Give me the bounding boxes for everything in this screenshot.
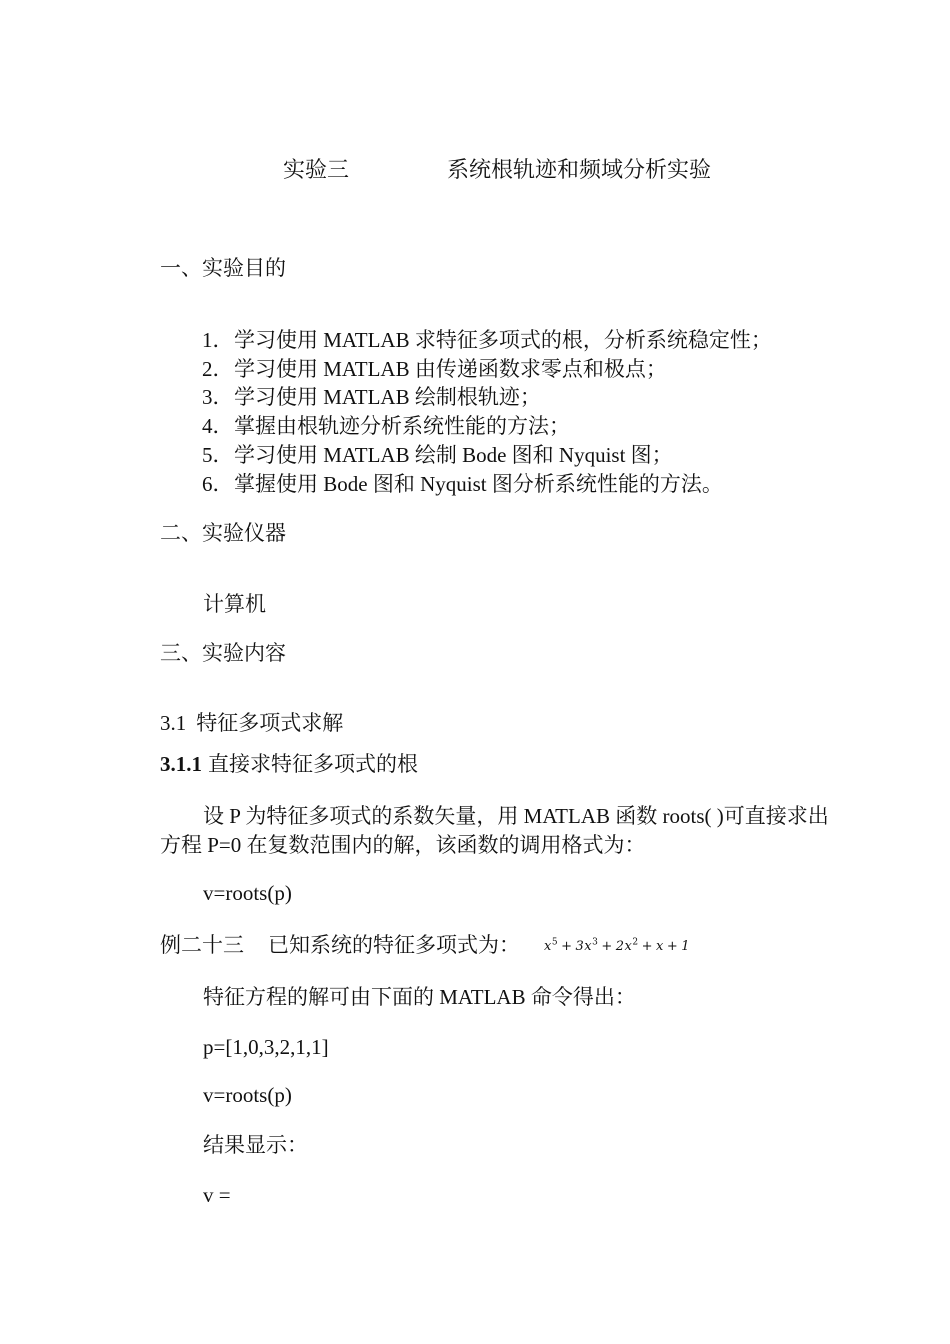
list-item — [202, 384, 772, 413]
formula-operator: + — [666, 939, 679, 954]
equipment-text: 计算机 — [203, 592, 266, 616]
code-line: p=[1,0,3,2,1,1] — [203, 1035, 329, 1059]
list-item-text: 学习使用 MATLAB 求特征多项式的根，分析系统稳定性； — [234, 327, 772, 352]
example-statement — [160, 933, 690, 958]
list-item — [202, 470, 772, 499]
formula-term: 2x — [615, 939, 633, 954]
example-text: 已知系统的特征多项式为： — [268, 933, 520, 957]
code-line: v=roots(p) — [203, 881, 292, 905]
formula-term: x — [544, 939, 552, 954]
list-item-text: 学习使用 MATLAB 由传递函数求零点和极点； — [234, 356, 667, 381]
list-item-text: 掌握由根轨迹分析系统性能的方法； — [234, 414, 570, 439]
formula-term: x — [655, 939, 664, 954]
code-line: v=roots(p) — [203, 1083, 292, 1107]
formula-exponent: 3 — [592, 937, 599, 948]
result-label: 结果显示： — [203, 1133, 308, 1157]
formula-exponent: 5 — [551, 937, 559, 948]
section-heading-content: 三、实验内容 — [160, 641, 286, 665]
subsection-number: 3.1 — [160, 711, 187, 735]
list-item — [202, 326, 772, 355]
list-item-text: 学习使用 MATLAB 绘制 Bode 图和 Nyquist 图； — [234, 442, 673, 467]
list-item — [202, 355, 772, 384]
body-line: 特征方程的解可由下面的 MATLAB 命令得出： — [203, 985, 636, 1009]
formula-term: 3x — [575, 939, 593, 954]
list-item-number: 5． — [202, 442, 234, 467]
list-item-number: 2． — [202, 356, 234, 381]
subsection-number: 3.1.1 — [160, 752, 202, 776]
title-experiment-name: 系统根轨迹和频域分析实验 — [447, 157, 712, 182]
objectives-list — [202, 326, 772, 499]
list-item-text: 学习使用 MATLAB 绘制根轨迹； — [234, 385, 541, 410]
list-item-number: 1． — [202, 327, 234, 352]
formula-operator: + — [561, 939, 573, 954]
output-line: v = — [203, 1183, 231, 1207]
section-heading-equipment: 二、实验仪器 — [160, 521, 286, 545]
subsection-3-1-1 — [160, 752, 418, 777]
formula-exponent: 2 — [632, 937, 639, 948]
polynomial-formula — [544, 939, 690, 954]
formula-term: 1 — [681, 939, 691, 954]
title-experiment-number: 实验三 — [283, 157, 350, 182]
subsection-title: 直接求特征多项式的根 — [208, 752, 418, 776]
list-item-number: 3． — [202, 385, 234, 410]
list-item — [202, 441, 772, 470]
example-label: 例二十三 — [160, 933, 244, 957]
list-item — [202, 412, 772, 441]
subsection-title: 特征多项式求解 — [196, 711, 344, 735]
formula-operator: + — [641, 939, 653, 954]
body-paragraph: 设 P 为特征多项式的系数矢量，用 MATLAB 函数 roots( )可直接求出方程 P=0 在复数范围内的解，该函数的调用格式为： — [160, 804, 829, 857]
list-item-text: 掌握使用 Bode 图和 Nyquist 图分析系统性能的方法。 — [234, 471, 723, 496]
subsection-3-1 — [160, 711, 343, 736]
list-item-number: 6． — [202, 471, 234, 496]
section-heading-objectives: 一、实验目的 — [160, 256, 286, 280]
list-item-number: 4． — [202, 414, 234, 439]
formula-operator: + — [601, 939, 613, 954]
